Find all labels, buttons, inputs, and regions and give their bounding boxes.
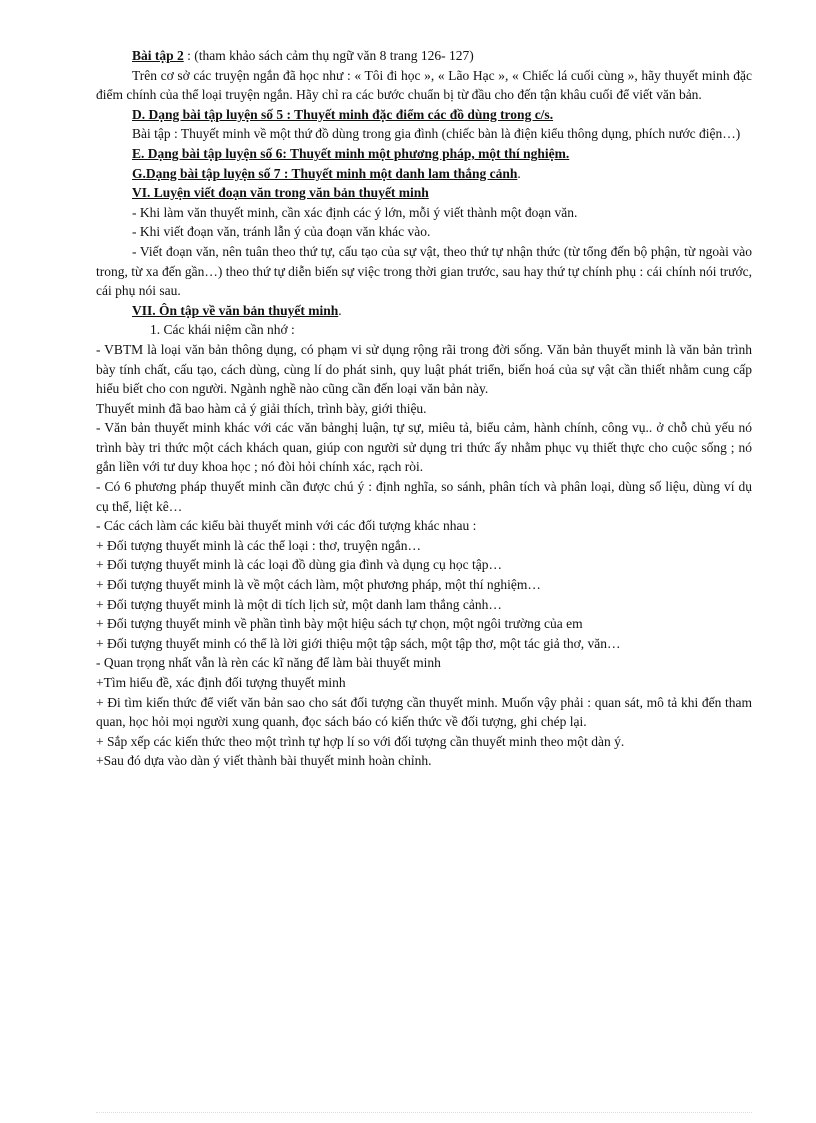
section-vii-line: [96, 301, 752, 321]
section-vi-line: - Viết đoạn văn, nên tuân theo thứ tự, cấu tạo của sự vật, theo thứ tự nhận thức (từ tổng đến bộ phận, từ ngoài vào trong, từ xa đến gần…) theo thứ tự diễn biến sự việc trong thời gian trước, sau hay thứ tự chính phụ : cái chính nói trước, cái phụ nói sau.: [96, 243, 752, 299]
section-g-tail: .: [517, 165, 521, 181]
document-page: [96, 46, 752, 771]
page-bottom-divider: [96, 1112, 752, 1113]
exercise-2-note: : (tham khảo sách cảm thụ ngữ văn 8 trang 126- 127): [183, 48, 474, 63]
section-vii-text: - Quan trọng nhất vẫn là rèn các kĩ năng để làm bài thuyết minh: [96, 655, 441, 671]
section-vii-text: + Sắp xếp các kiến thức theo một trình tự hợp lí so với đối tượng cần thuyết minh theo một dàn ý.: [96, 733, 625, 749]
section-vii-text: - VBTM là loại văn bản thông dụng, có phạm vi sử dụng rộng rãi trong đời sống. Văn bản thuyết minh là văn bản trình bày tính chất, cấu tạo, cách dùng, cùng lí do phát sinh, quy luật phát triển, biến hoá của sự vật cần thiết nhằm cung cấp hiểu biết cho con người. Ngành nghề nào cũng cần đến loại văn bản này.: [96, 341, 752, 397]
section-vii-text: Thuyết minh đã bao hàm cả ý giải thích, trình bày, giới thiệu.: [96, 400, 427, 416]
section-vii-text: + Đối tượng thuyết minh là về một cách làm, một phương pháp, một thí nghiệm…: [96, 577, 541, 593]
section-vii-tail: .: [338, 302, 342, 318]
section-vii-text: - Các cách làm các kiểu bài thuyết minh với các đối tượng khác nhau :: [96, 518, 477, 534]
section-vii-text: + Đối tượng thuyết minh là một di tích lịch sử, một danh lam thắng cảnh…: [96, 596, 502, 612]
section-vii-text: + Đối tượng thuyết minh là các thể loại : thơ, truyện ngắn…: [96, 537, 422, 553]
exercise-2-line: [96, 46, 752, 66]
section-vi-line: - Khi làm văn thuyết minh, cần xác định các ý lớn, mỗi ý viết thành một đoạn văn.: [132, 204, 578, 220]
section-vii-text: +Tìm hiểu đề, xác định đối tượng thuyết minh: [96, 675, 346, 690]
section-vii-text: + Đối tượng thuyết minh có thể là lời giới thiệu một tập sách, một tập thơ, một tác giả thơ, văn…: [96, 635, 621, 651]
section-vii-heading: VII. Ôn tập về văn bản thuyết minh: [132, 302, 339, 318]
exercise-2-title: Bài tập 2: [132, 48, 184, 63]
section-vi-line: - Khi viết đoạn văn, tránh lẫn ý của đoạn văn khác vào.: [132, 224, 431, 240]
section-d-body: Bài tập : Thuyết minh về một thứ đồ dùng trong gia đình (chiếc bàn là điện kiểu thông dụng, phích nước điện…): [132, 126, 741, 142]
section-vii-text: +Sau đó dựa vào dàn ý viết thành bài thuyết minh hoàn chỉnh.: [96, 753, 432, 769]
section-d-heading: D. Dạng bài tập luyện số 5 : Thuyết minh đặc điểm các đồ dùng trong c/s.: [132, 106, 554, 122]
section-vii-text: - Văn bản thuyết minh khác với các văn bảnghị luận, tự sự, miêu tả, biểu cảm, hành chính, công vụ.. ở chỗ chủ yếu nó trình bày tri thức một cách khách quan, giúp con người sử dụng tri thức ấy nhằm phục vụ thiết thực cho cuộc sống ; nó gắn liền với tư duy khoa học ; nó đòi hỏi chính xác, rạch ròi.: [96, 420, 752, 475]
section-g-line: [96, 164, 752, 184]
section-g-heading: G.Dạng bài tập luyện số 7 : Thuyết minh một danh lam thắng cảnh: [132, 165, 518, 181]
section-vii-text: - Có 6 phương pháp thuyết minh cần được chú ý : định nghĩa, so sánh, phân tích và phân loại, dùng số liệu, dùng ví dụ cụ thể, liệt kê…: [96, 479, 752, 514]
section-e-heading: E. Dạng bài tập luyện số 6: Thuyết minh một phương pháp, một thí nghiệm.: [132, 145, 570, 161]
section-vii-text: + Đối tượng thuyết minh là các loại đồ dùng gia đình và dụng cụ học tập…: [96, 557, 502, 573]
exercise-2-body: Trên cơ sở các truyện ngắn đã học như : « Tôi đi học », « Lão Hạc », « Chiếc lá cuối cùng », hãy thuyết minh đặc điểm chính của thể loại truyện ngắn. Hãy chỉ ra các bước chuẩn bị từ đầu cho đến tận khâu cuối để viết văn bản.: [96, 67, 752, 103]
section-vi-heading: VI. Luyện viết đoạn văn trong văn bản thuyết minh: [132, 185, 429, 201]
section-vii-text: + Đi tìm kiến thức để viết văn bản sao cho sát đối tượng cần thuyết minh. Muốn vậy phải : quan sát, mô tả khi đến tham quan, học hỏi mọi người xung quanh, đọc sách báo có kiến thức về đối tượng, ghi chép lại.: [96, 694, 752, 730]
section-vii-item-1: 1. Các khái niệm cần nhớ :: [150, 322, 295, 338]
section-vii-text: + Đối tượng thuyết minh về phần tình bày một hiệu sách tự chọn, một ngôi trường của em: [96, 616, 583, 632]
